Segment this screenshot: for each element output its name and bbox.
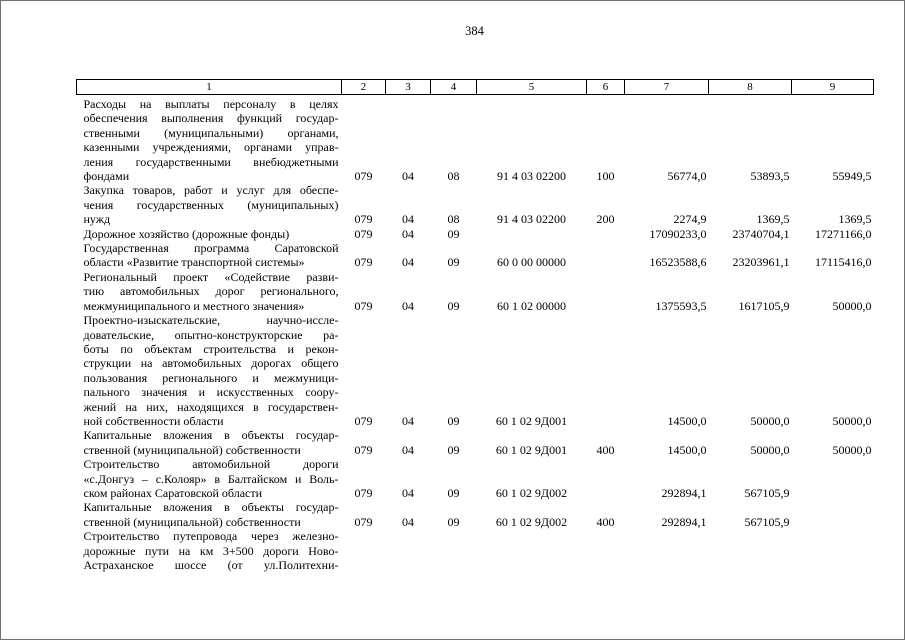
text-line: Строительство путепровода через железно- [83,529,339,544]
code-cell [587,270,625,313]
text-line: жений на них, находящихся в государствен- [83,399,339,414]
code-cell: 08 [447,169,460,184]
row-text [77,183,342,226]
text-line: Региональный проект «Содействие разви- [83,269,339,284]
amount-cell: 567105,9 [744,514,790,529]
code-cell: 079 [354,226,373,241]
text-line: ственной (муниципальной) собственности [83,514,301,529]
amount-cell: 55949,5 [832,169,872,184]
amount-cell: 14500,0 [667,442,707,457]
code-cell: 04 [402,298,414,313]
code-cell: 079 [354,298,373,313]
table-header-row [77,80,874,95]
column-header: 8 [709,80,792,95]
code-cell: 04 [402,442,414,457]
amount-cell [792,457,874,500]
code-cell: 100 [596,169,615,184]
amount-cell: 50000,0 [750,413,790,428]
row-text [77,529,342,572]
text-line: боты по объектам строительства и рекон- [83,341,339,356]
row-text [77,500,342,529]
code-cell [587,227,625,241]
text-line: дорожные пути на км 3+500 дороги Ново- [83,543,339,558]
column-header: 4 [431,80,477,95]
text-line: ления государственными внебюджетными [83,154,339,169]
code-cell: 079 [354,442,373,457]
code-cell [386,529,431,572]
text-line: ной собственности области [83,413,224,428]
table-row [77,313,874,428]
amount-cell [792,500,874,529]
text-line: Капитальные вложения в объекты государ- [83,500,339,515]
text-line: Расходы на выплаты персоналу в целях [83,97,339,111]
column-header: 2 [342,80,386,95]
row-text [77,241,342,270]
text-line: «с.Донгуз – с.Колояр» в Балтайском и Воль- [83,471,339,486]
code-cell: 079 [354,169,373,184]
code-cell: 079 [354,485,373,500]
text-line: Государственная программа Саратовской [83,241,339,256]
text-line: обеспечения выполнения функций государ- [83,111,339,126]
row-text [77,428,342,457]
code-cell: 09 [447,226,460,241]
amount-cell: 1369,5 [756,212,790,227]
row-text [77,457,342,500]
text-line: довательские, опытно-конструкторские ра- [83,327,339,342]
code-cell [342,529,386,572]
code-cell: 04 [402,226,414,241]
code-cell [587,241,625,270]
code-cell: 04 [402,514,414,529]
amount-cell: 2274,9 [673,212,707,227]
text-line: Строительство автомобильной дороги [83,457,339,472]
row-text [77,227,342,241]
text-line: Астраханское шоссе (от ул.Политехни- [83,558,339,572]
amount-cell: 17271166,0 [814,226,872,241]
amount-cell: 14500,0 [667,413,707,428]
text-line: ственными (муниципальными) органами, [83,125,339,140]
code-cell: 60 1 02 00000 [497,298,566,313]
column-header: 3 [386,80,431,95]
text-line: ственной (муниципальной) собственности [83,442,301,457]
row-text [77,95,342,184]
code-cell: 079 [354,255,373,270]
amount-cell: 1617105,9 [738,298,790,313]
code-cell: 60 1 02 9Д002 [495,485,568,500]
table-body [77,95,874,573]
code-cell: 60 0 00 00000 [497,255,566,270]
table-row [77,529,874,572]
code-cell: 04 [402,212,414,227]
amount-cell: 50000,0 [832,442,872,457]
text-line: казенными учреждениями, органами управ- [83,140,339,155]
code-cell: 079 [354,413,373,428]
text-line: Проектно-изыскательские, научно-иссле- [83,313,339,328]
table-row [77,227,874,241]
code-cell: 09 [447,514,460,529]
table-row [77,457,874,500]
code-cell: 200 [596,212,615,227]
code-cell: 04 [402,169,414,184]
text-line: тию автомобильных дорог регионального, [83,284,339,299]
code-cell: 09 [447,485,460,500]
table-row [77,428,874,457]
text-line: межмуниципального и местного значения» [83,298,305,313]
code-cell: 400 [596,514,615,529]
amount-cell: 50000,0 [832,298,872,313]
code-cell [477,529,587,572]
code-cell: 09 [447,413,460,428]
text-line: ском районах Саратовской области [83,485,263,500]
row-text [77,270,342,313]
code-cell [587,529,625,572]
code-cell [477,227,587,241]
text-line: пользования регионального и межмуници- [83,370,339,385]
text-line: пального значения и искусственных соору- [83,385,339,400]
amount-cell [792,529,874,572]
amount-cell: 50000,0 [832,413,872,428]
amount-cell: 17115416,0 [814,255,872,270]
row-text [77,313,342,428]
column-header: 7 [625,80,709,95]
code-cell [431,529,477,572]
code-cell: 04 [402,413,414,428]
code-cell [587,457,625,500]
code-cell: 079 [354,514,373,529]
amount-cell [625,529,709,572]
amount-cell: 567105,9 [744,485,790,500]
text-line: фондами [83,169,130,184]
amount-cell: 1369,5 [838,212,872,227]
code-cell: 09 [447,255,460,270]
table-row [77,270,874,313]
table-row [77,500,874,529]
code-cell: 60 1 02 9Д001 [495,442,568,457]
column-header: 5 [477,80,587,95]
amount-cell: 17090233,0 [649,226,707,241]
amount-cell: 53893,5 [750,169,790,184]
amount-cell: 292894,1 [661,485,707,500]
code-cell: 91 4 03 02200 [497,212,566,227]
column-header: 6 [587,80,625,95]
amount-cell: 16523588,6 [649,255,707,270]
text-line: Закупка товаров, работ и услуг для обеспе- [83,183,339,198]
amount-cell: 56774,0 [667,169,707,184]
budget-table [76,79,874,572]
code-cell: 09 [447,442,460,457]
amount-cell [709,529,792,572]
code-cell: 91 4 03 02200 [497,169,566,184]
amount-cell: 1375593,5 [655,298,707,313]
table-row [77,241,874,270]
amount-cell: 23203961,1 [732,255,790,270]
code-cell: 04 [402,255,414,270]
text-line: чения государственных (муниципальных) [83,197,339,212]
code-cell: 08 [447,212,460,227]
text-line: нужд [83,212,111,227]
code-cell: 04 [402,485,414,500]
page-number: 384 [465,24,484,38]
code-cell: 60 1 02 9Д002 [495,514,568,529]
table-row [77,95,874,184]
text-line: Капитальные вложения в объекты государ- [83,428,339,443]
text-line: Дорожное хозяйство (дорожные фонды) [83,226,290,241]
code-cell: 079 [354,212,373,227]
text-line: области «Развитие транспортной системы» [83,255,305,270]
table-row [77,183,874,226]
code-cell: 400 [596,442,615,457]
code-cell: 09 [447,298,460,313]
amount-cell: 50000,0 [750,442,790,457]
code-cell [587,313,625,428]
column-header: 1 [77,80,342,95]
amount-cell: 23740704,1 [732,226,790,241]
text-line: струкции на автомобильных дорогах общего [83,356,339,371]
column-header: 9 [792,80,874,95]
amount-cell: 292894,1 [661,514,707,529]
code-cell: 60 1 02 9Д001 [495,413,568,428]
